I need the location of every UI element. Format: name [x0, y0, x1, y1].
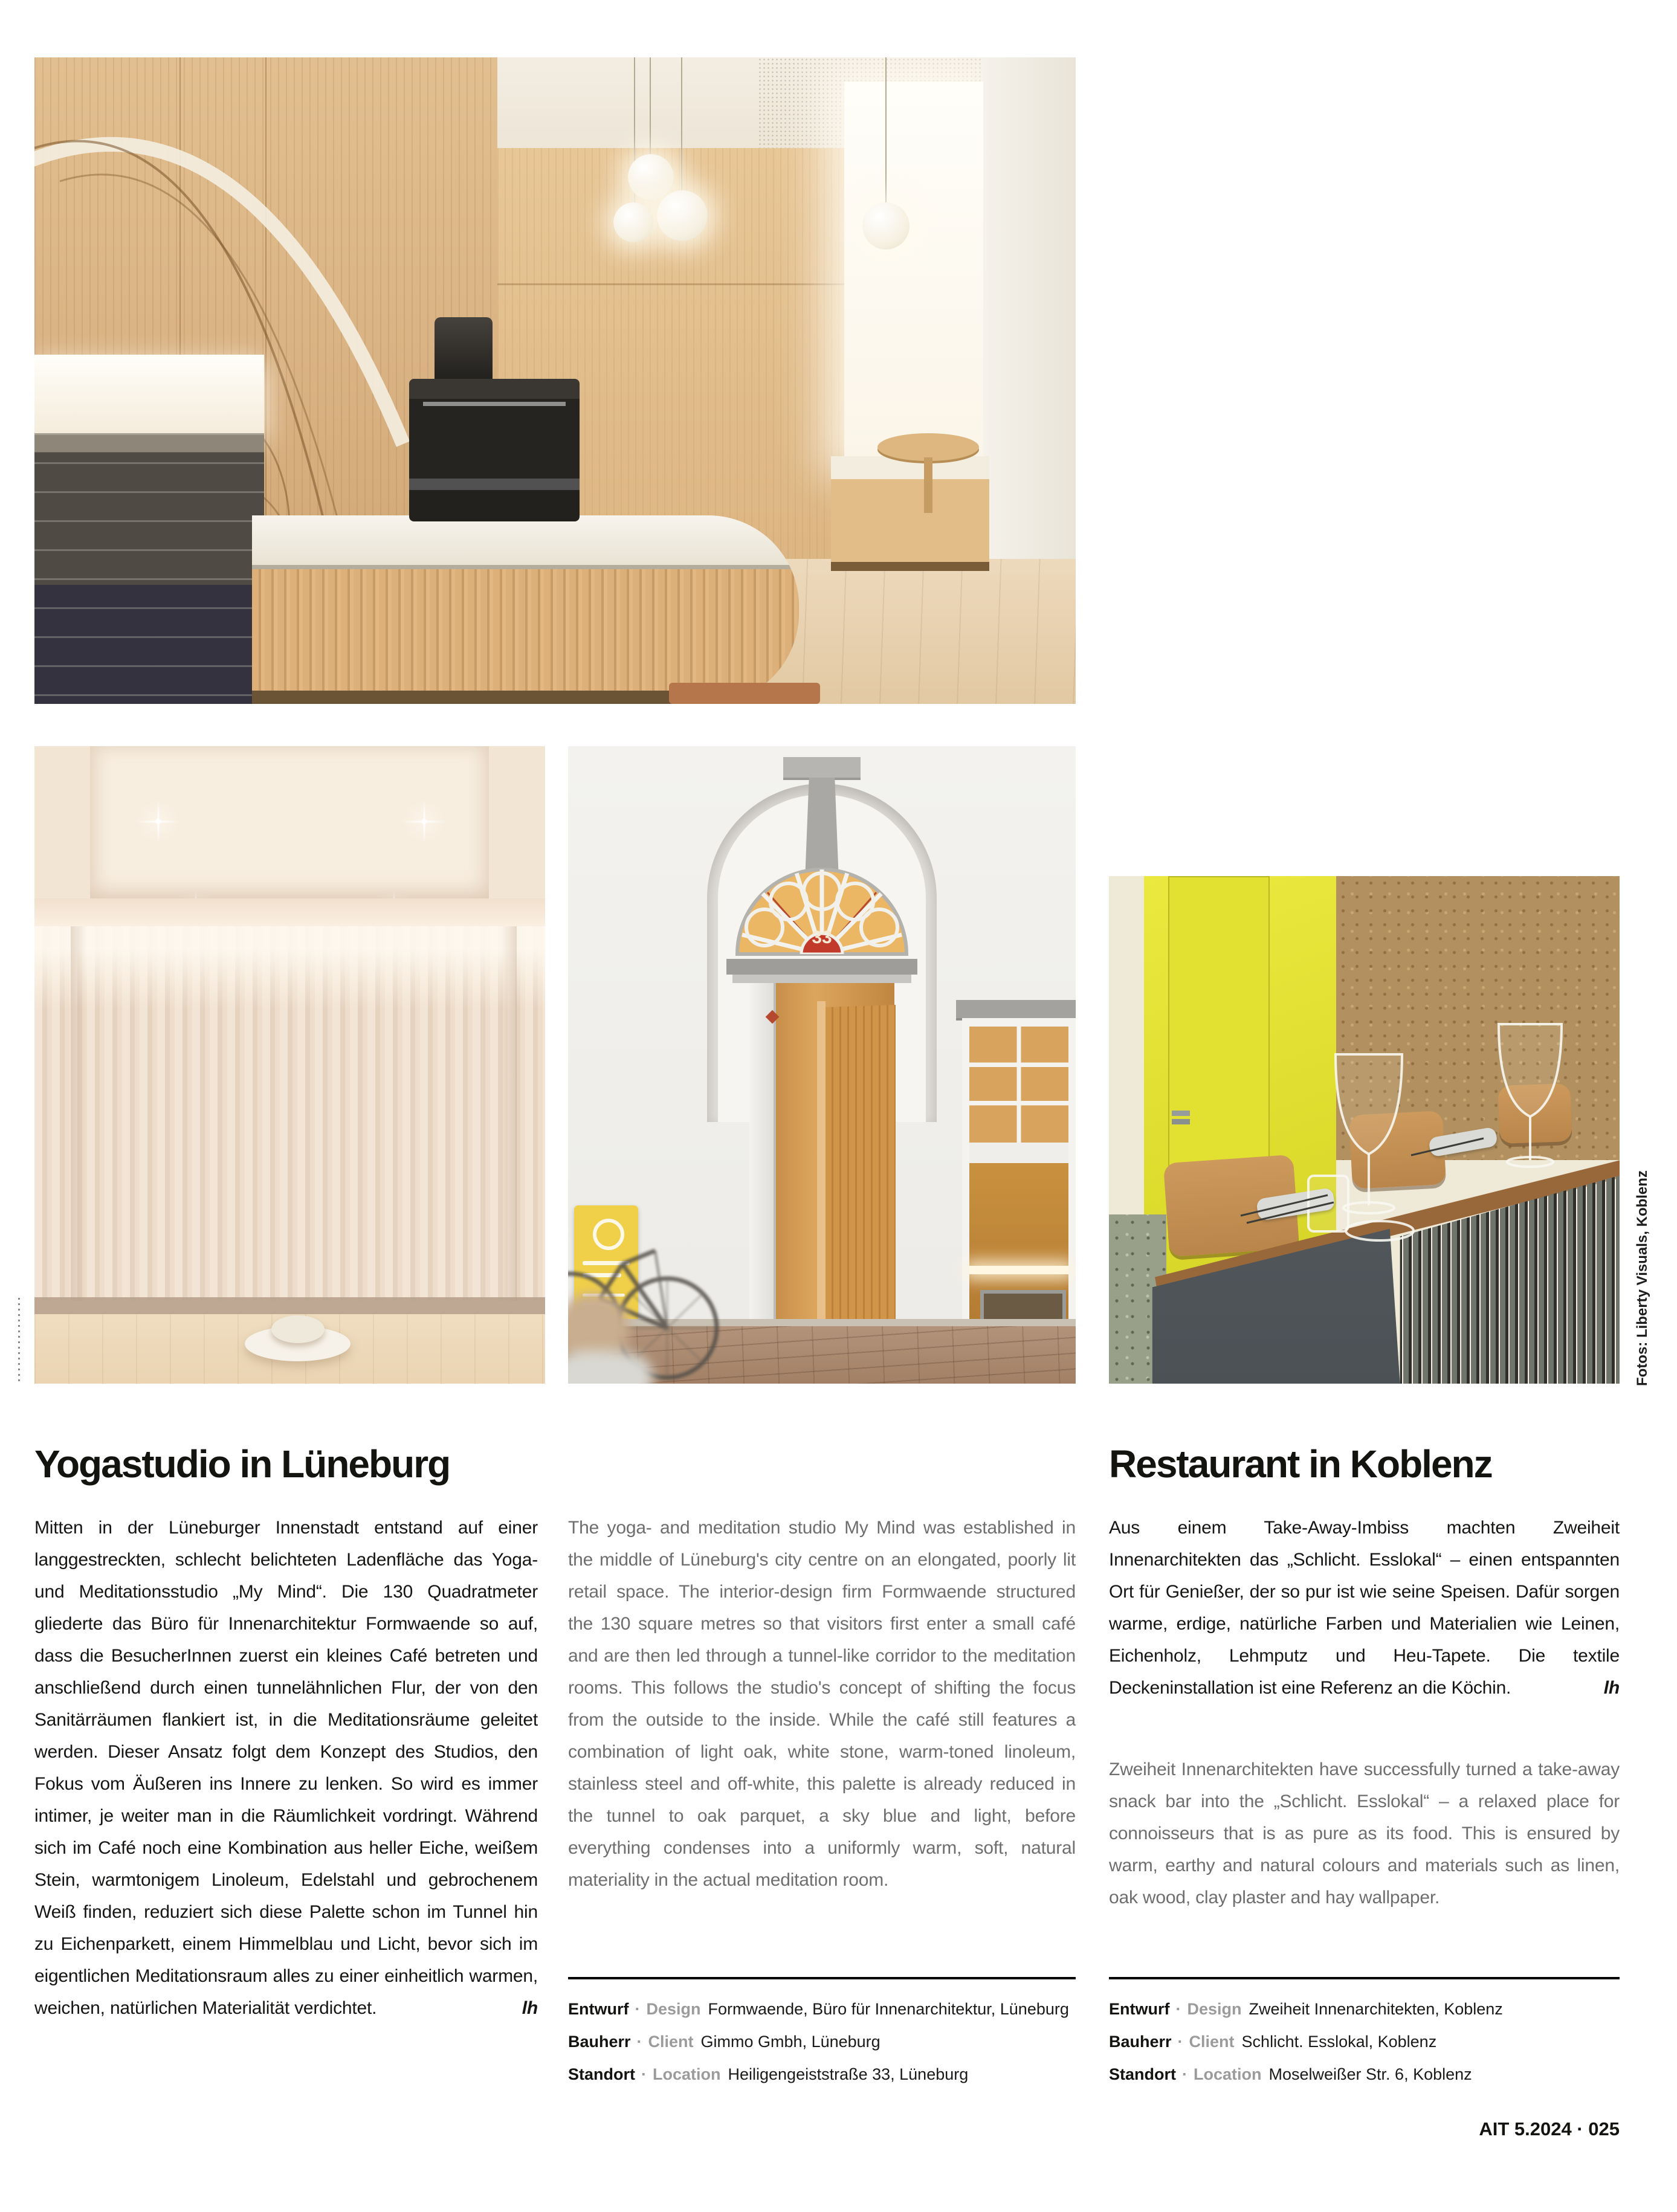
- credit-value: Schlicht. Esslokal, Koblenz: [1241, 2033, 1437, 2051]
- credit-row-location: [1109, 2058, 1620, 2091]
- keystone-cap: [783, 757, 861, 778]
- pendant-globe-light: [628, 154, 674, 200]
- credit-value: Heiligengeiststraße 33, Lüneburg: [728, 2065, 969, 2083]
- window-mid-rail: [969, 1143, 1068, 1163]
- restaurant-english-text: [1109, 1753, 1620, 1914]
- window-cornice: [956, 1000, 1076, 1018]
- photo-credit-left-illegible: [18, 1298, 20, 1384]
- credit-label-de: Entwurf: [1109, 2000, 1170, 2018]
- credit-value: Zweiheit Innenarchitekten, Koblenz: [1249, 2000, 1503, 2018]
- credit-separator: ·: [641, 2065, 647, 2083]
- yoga-german-text: [34, 1512, 538, 2024]
- page-footer-issue-number: AIT 5.2024 · 025: [1479, 2118, 1620, 2139]
- linen-curtains: [34, 926, 545, 1301]
- credit-row-client: [1109, 2025, 1620, 2058]
- credit-separator: ·: [1177, 2033, 1183, 2051]
- credit-label-en: Client: [648, 2033, 694, 2051]
- article-yoga-title: Yogastudio in Lüneburg: [34, 1442, 450, 1486]
- credit-label-en: Design: [1187, 2000, 1242, 2018]
- article-restaurant-title: Restaurant in Koblenz: [1109, 1442, 1492, 1486]
- portal-lintel-step: [732, 975, 911, 983]
- photo-restaurant-detail: [1109, 876, 1620, 1384]
- curtain-corner-shadow: [71, 926, 86, 1301]
- credit-separator: ·: [635, 2000, 641, 2018]
- cafe-window: [844, 82, 983, 456]
- doormat: [669, 683, 820, 704]
- credit-label-de: Entwurf: [568, 2000, 629, 2018]
- curtain-corner-shadow: [501, 926, 517, 1301]
- counter-top: [252, 515, 799, 569]
- photo-entrance-facade: [568, 746, 1076, 1384]
- glassware: [1109, 876, 1620, 1384]
- credit-separator: ·: [636, 2033, 642, 2051]
- credit-value: Formwaende, Büro für Innenarchitektur, Lüneburg: [708, 2000, 1069, 2018]
- credit-label-en: Client: [1189, 2033, 1235, 2051]
- restaurant-german-text: [1109, 1512, 1620, 1704]
- cafe-backsplash-glow: [34, 355, 264, 433]
- restaurant-german-paragraph: Aus einem Take-Away-Imbiss machten Zweiheit Innenarchitekten das „Schlicht. Esslokal“ – einen entspannten Ort für Genießer, der so pur ist wie seine Speisen. Dafür sorgen warme, erdige, natürliche Farben und Materialien wie Leinen, Eichenholz, Lehmputz und Heu-Tapete. Die textile Deckeninstallation ist eine Referenz an die Köchin.: [1109, 1518, 1620, 1698]
- cafe-bench-seat: [831, 456, 989, 571]
- yoga-english-text: [568, 1512, 1076, 1896]
- credit-label-de: Standort: [568, 2065, 635, 2083]
- cafe-round-table-leg: [924, 457, 932, 513]
- cafe-counter-island: [252, 515, 799, 704]
- pendant-cord: [650, 57, 651, 155]
- yoga-credits-block: [568, 1977, 1076, 2091]
- portal-lintel: [726, 959, 917, 975]
- author-initials: lh: [522, 1998, 538, 2018]
- photo-credit: Fotos: Liberty Visuals, Koblenz: [1634, 1170, 1650, 1386]
- ceiling-spotlight: [155, 819, 161, 824]
- cafe-steel-appliances: [34, 433, 264, 704]
- credit-value: Gimmo Gmbh, Lüneburg: [700, 2033, 881, 2051]
- pendant-globe-light: [613, 202, 653, 242]
- credit-row-design: [1109, 1993, 1620, 2025]
- ceiling-spotlight: [421, 819, 427, 824]
- pendant-cord: [681, 57, 682, 192]
- restaurant-english-paragraph: Zweiheit Innenarchitekten have successfully turned a take-away snack bar into the „Schlicht. Esslokal“ – a relaxed place for connoisseurs that is as pure as its food. This is ensured by warm, earthy and natural colours and materials such as linen, oak wood, clay plaster and hay wallpaper.: [1109, 1759, 1620, 1907]
- pendant-globe-light: [862, 202, 910, 250]
- credit-row-client: [568, 2025, 1076, 2058]
- meditation-cushion: [271, 1315, 325, 1343]
- photo-meditation-room: [34, 746, 545, 1384]
- coffee-grinder: [435, 317, 493, 385]
- credit-label-de: Standort: [1109, 2065, 1176, 2083]
- curtain-cove-glow: [34, 898, 545, 927]
- credit-row-location: [568, 2058, 1076, 2091]
- pendant-cord: [885, 57, 887, 204]
- credit-label-en: Design: [646, 2000, 701, 2018]
- credit-label-en: Location: [653, 2065, 721, 2083]
- curtain-hem-band: [34, 1297, 545, 1315]
- window-upper-panes: [969, 1027, 1068, 1143]
- house-number: 33: [812, 927, 832, 947]
- author-initials: lh: [1603, 1678, 1620, 1698]
- photo-cafe-interior: [34, 57, 1076, 704]
- credit-value: Moselweißer Str. 6, Koblenz: [1268, 2065, 1472, 2083]
- credit-separator: ·: [1182, 2065, 1187, 2083]
- espresso-machine: [409, 379, 580, 521]
- yoga-german-paragraph: Mitten in der Lüneburger Innenstadt entstand auf einer langgestreckten, schlecht belichteten Ladenfläche das Yoga- und Meditationsstudio „My Mind“. Die 130 Quadratmeter gliederte das Büro für Innenarchitektur Formwaende so auf, dass die BesucherInnen zuerst ein kleines Café betreten und anschließend durch einen tunnelähnlichen Flur, der von den Sanitärräumen flankiert ist, in die Meditationsräume geleitet werden. Dieser Ansatz folgt dem Konzept des Studios, den Fokus vom Äußeren ins Innere zu lenken. So wird es immer intimer, je weiter man in die Räumlichkeit vordringt. Während sich im Café noch eine Kombination aus heller Eiche, weißem Stein, warmtonigem Linoleum, Edelstahl und gebrochenem Weiß finden, reduziert sich diese Palette schon im Tunnel hin zu Eichenparkett, einem Himmelblau und Licht, bevor sich im eigentlichen Meditationsraum alles zu einer einheitlich warmen, weichen, natürlichen Materialität verdichtet.: [34, 1518, 538, 2018]
- restaurant-credits-block: [1109, 1977, 1620, 2091]
- interior-shelf-light: [969, 1266, 1068, 1274]
- credit-row-design: [568, 1993, 1076, 2025]
- credit-label-de: Bauherr: [568, 2033, 631, 2051]
- yoga-english-paragraph: The yoga- and meditation studio My Mind was established in the middle of Lüneburg's city centre on an elongated, poorly lit retail space. The interior-design firm Formwaende structured the 130 square metres so that visitors first enter a small café and are then led through a tunnel-like corridor to the meditation rooms. This follows the studio's concept of shifting the focus from the outside to the inside. While the café still features a combination of light oak, white stone, warm-toned linoleum, stainless steel and off-white, this palette is already reduced in the tunnel to oak parquet, a sky blue and light, before everything condenses into a uniformly warm, soft, natural materiality in the actual meditation room.: [568, 1518, 1076, 1890]
- credit-separator: ·: [1175, 2000, 1181, 2018]
- credit-label-en: Location: [1194, 2065, 1262, 2083]
- credit-label-de: Bauherr: [1109, 2033, 1172, 2051]
- pendant-globe-light: [657, 190, 708, 241]
